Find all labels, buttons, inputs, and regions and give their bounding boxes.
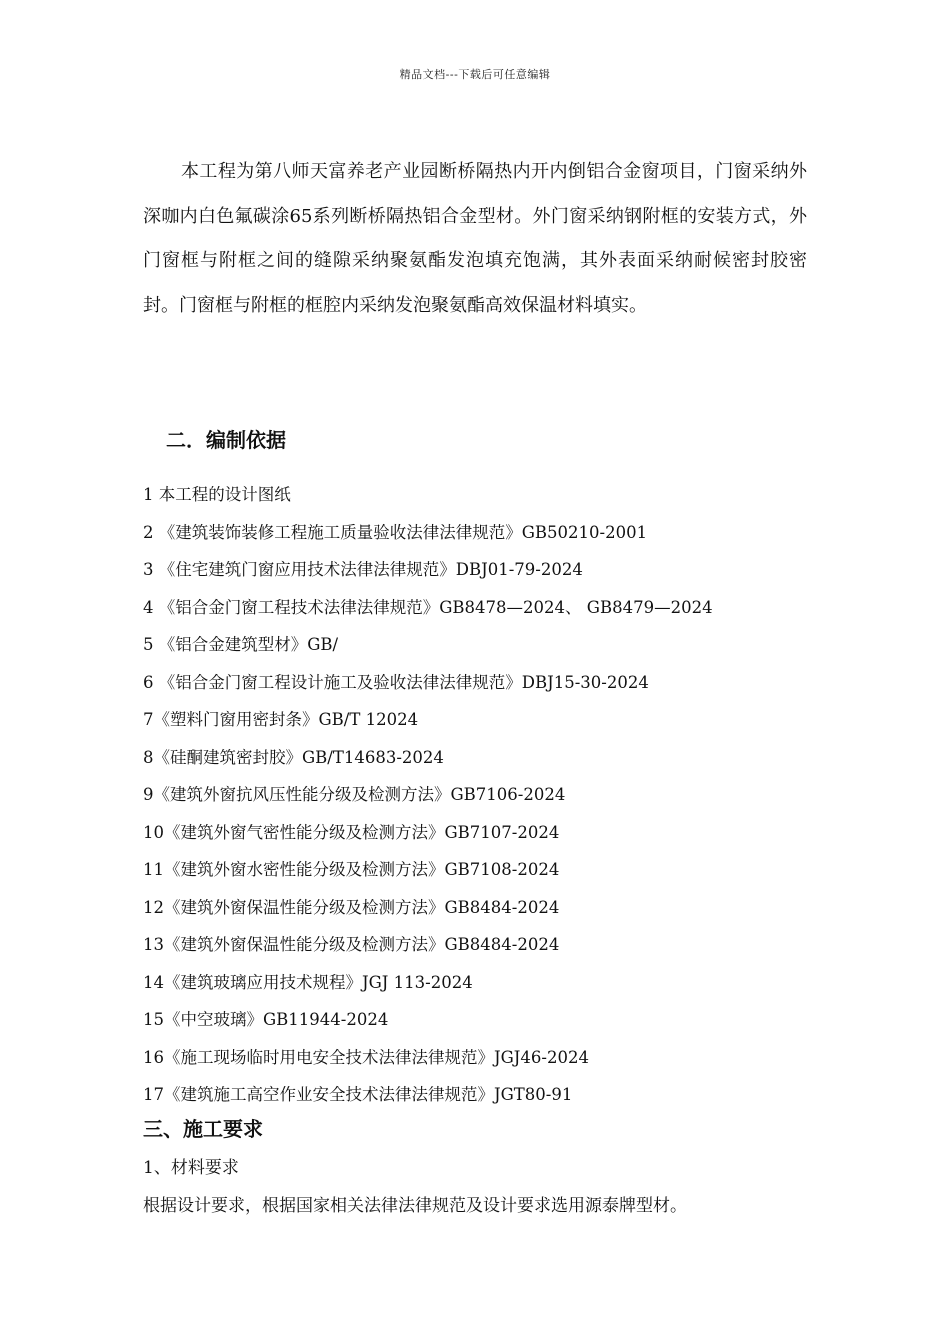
list-item: 4 《铝合金门窗工程技术法律法律规范》GB8478—2024、 GB8479—2024 xyxy=(143,597,713,617)
list-item: 10《建筑外窗气密性能分级及检测方法》GB7107-2024 xyxy=(143,822,560,842)
list-item: 1 本工程的设计图纸 xyxy=(143,485,291,504)
section-heading-basis: 二．编制依据 xyxy=(166,428,286,452)
list-item: 8《硅酮建筑密封胶》GB/T14683-2024 xyxy=(143,747,444,767)
list-item: 7《塑料门窗用密封条》GB/T 12024 xyxy=(143,710,419,729)
list-item: 5 《铝合金建筑型材》GB/ xyxy=(143,635,339,654)
list-item: 9《建筑外窗抗风压性能分级及检测方法》GB7106-2024 xyxy=(143,785,566,804)
list-item: 12《建筑外窗保温性能分级及检测方法》GB8484-2024 xyxy=(143,897,560,917)
section-heading-requirements: 三、施工要求 xyxy=(143,1117,263,1141)
list-item: 15《中空玻璃》GB11944-2024 xyxy=(143,1010,389,1029)
list-item: 16《施工现场临时用电安全技术法律法律规范》JGJ46-2024 xyxy=(143,1047,589,1067)
subheading-materials: 1、材料要求 xyxy=(143,1158,239,1178)
list-item: 3 《住宅建筑门窗应用技术法律法律规范》DBJ01-79-2024 xyxy=(143,560,583,579)
list-item: 17《建筑施工高空作业安全技术法律法律规范》JGT80-91 xyxy=(143,1085,573,1104)
materials-paragraph: 根据设计要求，根据国家相关法律法律规范及设计要求选用源泰牌型材。 xyxy=(143,1196,687,1216)
list-item: 13《建筑外窗保温性能分级及检测方法》GB8484-2024 xyxy=(143,935,560,954)
list-item: 14《建筑玻璃应用技术规程》JGJ 113-2024 xyxy=(143,972,473,992)
intro-paragraph: 本工程为第八师天富养老产业园断桥隔热内开内倒铝合金窗项目，门窗采纳外深咖内白色氟碳涂65系列断桥隔热铝合金型材。外门窗采纳钢附框的安装方式，外门窗框与附框之间的缝隙采纳聚氨酯发泡填充饱满，其外表面采纳耐候密封胶密封。门窗框与附框的框腔内采纳发泡聚氨酯高效保温材料填实。 xyxy=(143,161,807,316)
list-item: 11《建筑外窗水密性能分级及检测方法》GB7108-2024 xyxy=(143,860,560,879)
list-item: 2 《建筑装饰装修工程施工质量验收法律法律规范》GB50210-2001 xyxy=(143,522,648,542)
basis-list xyxy=(143,476,713,1114)
page-header: 精品文档---下载后可任意编辑 xyxy=(399,68,551,81)
list-item: 6 《铝合金门窗工程设计施工及验收法律法律规范》DBJ15-30-2024 xyxy=(143,672,649,692)
